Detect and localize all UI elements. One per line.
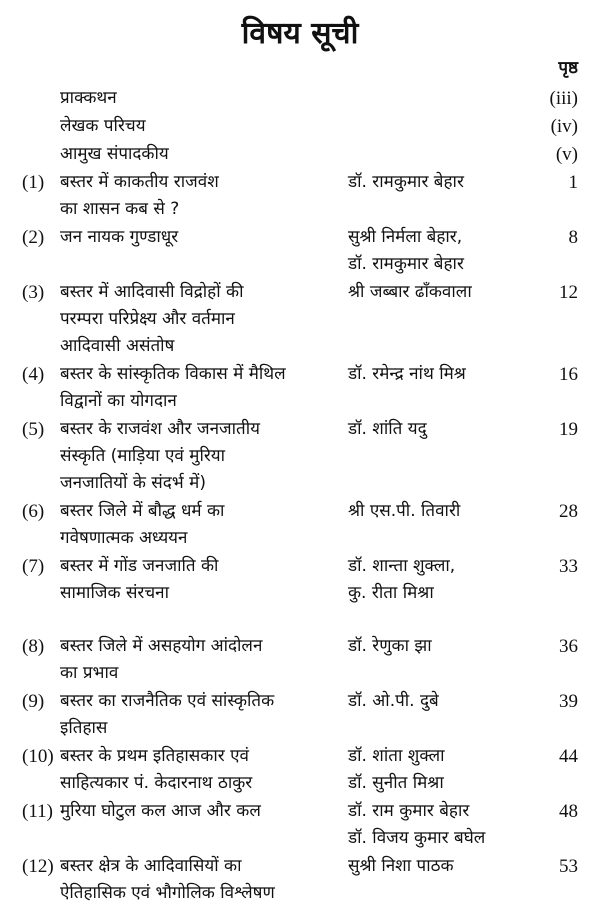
entry-title: [60, 224, 348, 278]
entry-number: (8): [22, 636, 45, 657]
toc-entry: [0, 279, 600, 360]
entry-title: [60, 169, 348, 223]
entry-title: [60, 416, 348, 497]
entry-author: डॉ. राम कुमार बेहार: [348, 801, 470, 821]
toc-entry: [0, 553, 600, 607]
entry-author: [348, 141, 538, 168]
entry-number: (3): [22, 282, 45, 303]
entry-number: (4): [22, 364, 45, 385]
entry-title-line: इतिहास: [60, 718, 108, 738]
entry-authors: [348, 853, 538, 907]
entry-title: [60, 688, 348, 742]
entry-title-line: का प्रभाव: [60, 663, 119, 683]
entry-page: 8: [568, 227, 578, 248]
entry-author: डॉ. शांति यदु: [348, 419, 427, 439]
entry-authors: [348, 553, 538, 607]
entry-page: 44: [559, 746, 578, 767]
entry-number: (7): [22, 556, 45, 577]
toc-entry: [0, 498, 600, 552]
toc-entry: [0, 361, 600, 415]
entry-authors: [348, 798, 538, 852]
entry-page: (iii): [549, 88, 578, 109]
toc-front-matter-item: [0, 113, 600, 140]
entry-title: [60, 361, 348, 415]
entry-title: [60, 633, 348, 687]
entry-author: [348, 85, 538, 112]
entry-page: 36: [559, 636, 578, 657]
entry-page: 1: [568, 172, 578, 193]
entry-title: [60, 798, 348, 852]
toc-entry: [0, 416, 600, 497]
entry-title-line: बस्तर क्षेत्र के आदिवासियों का: [60, 856, 242, 876]
entry-author: डॉ. रामकुमार बेहार: [348, 172, 464, 192]
entry-authors: [348, 498, 538, 552]
entry-title-line: संस्कृति (माड़िया एवं मुरिया: [60, 446, 226, 466]
entry-author: डॉ. ओ.पी. दुबे: [348, 691, 439, 711]
entry-authors: [348, 224, 538, 278]
toc-entry: [0, 169, 600, 223]
entry-authors: [348, 361, 538, 415]
entry-authors: [348, 169, 538, 223]
entry-page: 12: [559, 282, 578, 303]
entry-number: (11): [22, 801, 53, 822]
entry-number: [0, 141, 60, 168]
entry-title-line: जनजातियों के संदर्भ में): [60, 473, 206, 493]
entry-title-line: गवेषणात्मक अध्ययन: [60, 528, 188, 548]
entry-page: 28: [559, 501, 578, 522]
entry-title: [60, 553, 348, 607]
page-title: विषय सूची: [241, 16, 359, 51]
entry-number: (1): [22, 172, 45, 193]
entry-title-line: बस्तर के प्रथम इतिहासकार एवं: [60, 746, 249, 766]
entry-title-line: जन नायक गुण्डाधूर: [60, 227, 179, 247]
entry-author: डॉ. रेणुका झा: [348, 636, 432, 656]
page-column-label: पृष्ठ: [558, 58, 578, 78]
entry-title-line: परम्परा परिप्रेक्ष्य और वर्तमान: [60, 309, 235, 329]
entry-title: [60, 743, 348, 797]
entry-page: 53: [559, 856, 578, 877]
entry-title: [60, 853, 348, 907]
toc-entry: [0, 224, 600, 278]
entry-author: [348, 113, 538, 140]
entry-title: लेखक परिचय: [60, 116, 146, 136]
entry-title-line: का शासन कब से ?: [60, 199, 180, 219]
entry-page: 16: [559, 364, 578, 385]
entry-title: [60, 498, 348, 552]
entry-author: डॉ. शांता शुक्ला: [348, 746, 445, 766]
toc-front-matter-item: [0, 85, 600, 112]
entry-author: डॉ. सुनीत मिश्रा: [348, 773, 444, 793]
entry-title-line: बस्तर में आदिवासी विद्रोहों की: [60, 282, 244, 302]
entry-title-line: साहित्यकार पं. केदारनाथ ठाकुर: [60, 773, 253, 793]
entry-author: श्री जब्बार ढाँकवाला: [348, 282, 472, 302]
entry-authors: [348, 416, 538, 497]
entry-number: (10): [22, 746, 54, 767]
toc-entry: [0, 798, 600, 852]
entry-author: डॉ. रामकुमार बेहार: [348, 254, 464, 274]
entry-author: श्री एस.पी. तिवारी: [348, 501, 461, 521]
entry-author: सुश्री निशा पाठक: [348, 856, 454, 876]
table-of-contents: [0, 85, 600, 908]
entry-title-line: बस्तर जिले में असहयोग आंदोलन: [60, 636, 263, 656]
entry-page: 19: [559, 419, 578, 440]
entry-title-line: ऐतिहासिक एवं भौगोलिक विश्लेषण: [60, 883, 275, 903]
entry-title-line: सामाजिक संरचना: [60, 583, 170, 603]
entry-number: (12): [22, 856, 54, 877]
entry-title-line: बस्तर में गोंड जनजाति की: [60, 556, 219, 576]
entry-author: सुश्री निर्मला बेहार,: [348, 227, 463, 247]
entry-authors: [348, 633, 538, 687]
entry-title-line: विद्वानों का योगदान: [60, 391, 177, 411]
entry-title-line: मुरिया घोटुल कल आज और कल: [60, 801, 261, 821]
entry-number: [0, 85, 60, 112]
entry-title-line: बस्तर का राजनैतिक एवं सांस्कृतिक: [60, 691, 275, 711]
entry-number: (5): [22, 419, 45, 440]
entry-page: (iv): [550, 116, 578, 137]
entry-page: 33: [559, 556, 578, 577]
toc-entry: [0, 853, 600, 907]
entry-number: (6): [22, 501, 45, 522]
entry-authors: [348, 743, 538, 797]
entry-authors: [348, 279, 538, 360]
entry-page: (v): [555, 144, 578, 165]
entry-title: प्राक्कथन: [60, 88, 117, 108]
entry-page: 39: [559, 691, 578, 712]
entry-number: (9): [22, 691, 45, 712]
entry-number: [0, 113, 60, 140]
entry-title: आमुख संपादकीय: [60, 144, 169, 164]
toc-entry: [0, 743, 600, 797]
entry-author: कु. रीता मिश्रा: [348, 583, 434, 603]
entry-title-line: बस्तर के राजवंश और जनजातीय: [60, 419, 260, 439]
entry-authors: [348, 688, 538, 742]
toc-entry: [0, 688, 600, 742]
toc-front-matter-item: [0, 141, 600, 168]
toc-entry: [0, 633, 600, 687]
entry-title: [60, 279, 348, 360]
entry-title-line: आदिवासी असंतोष: [60, 336, 175, 356]
entry-number: (2): [22, 227, 45, 248]
entry-title-line: बस्तर के सांस्कृतिक विकास में मैथिल: [60, 364, 286, 384]
entry-title-line: बस्तर में काकतीय राजवंश: [60, 172, 219, 192]
entry-page: 48: [559, 801, 578, 822]
entry-author: डॉ. रमेन्द्र नांथ मिश्र: [348, 364, 466, 384]
entry-title-line: बस्तर जिले में बौद्ध धर्म का: [60, 501, 225, 521]
entry-author: डॉ. शान्ता शुक्ला,: [348, 556, 456, 576]
entry-author: डॉ. विजय कुमार बघेल: [348, 828, 486, 848]
